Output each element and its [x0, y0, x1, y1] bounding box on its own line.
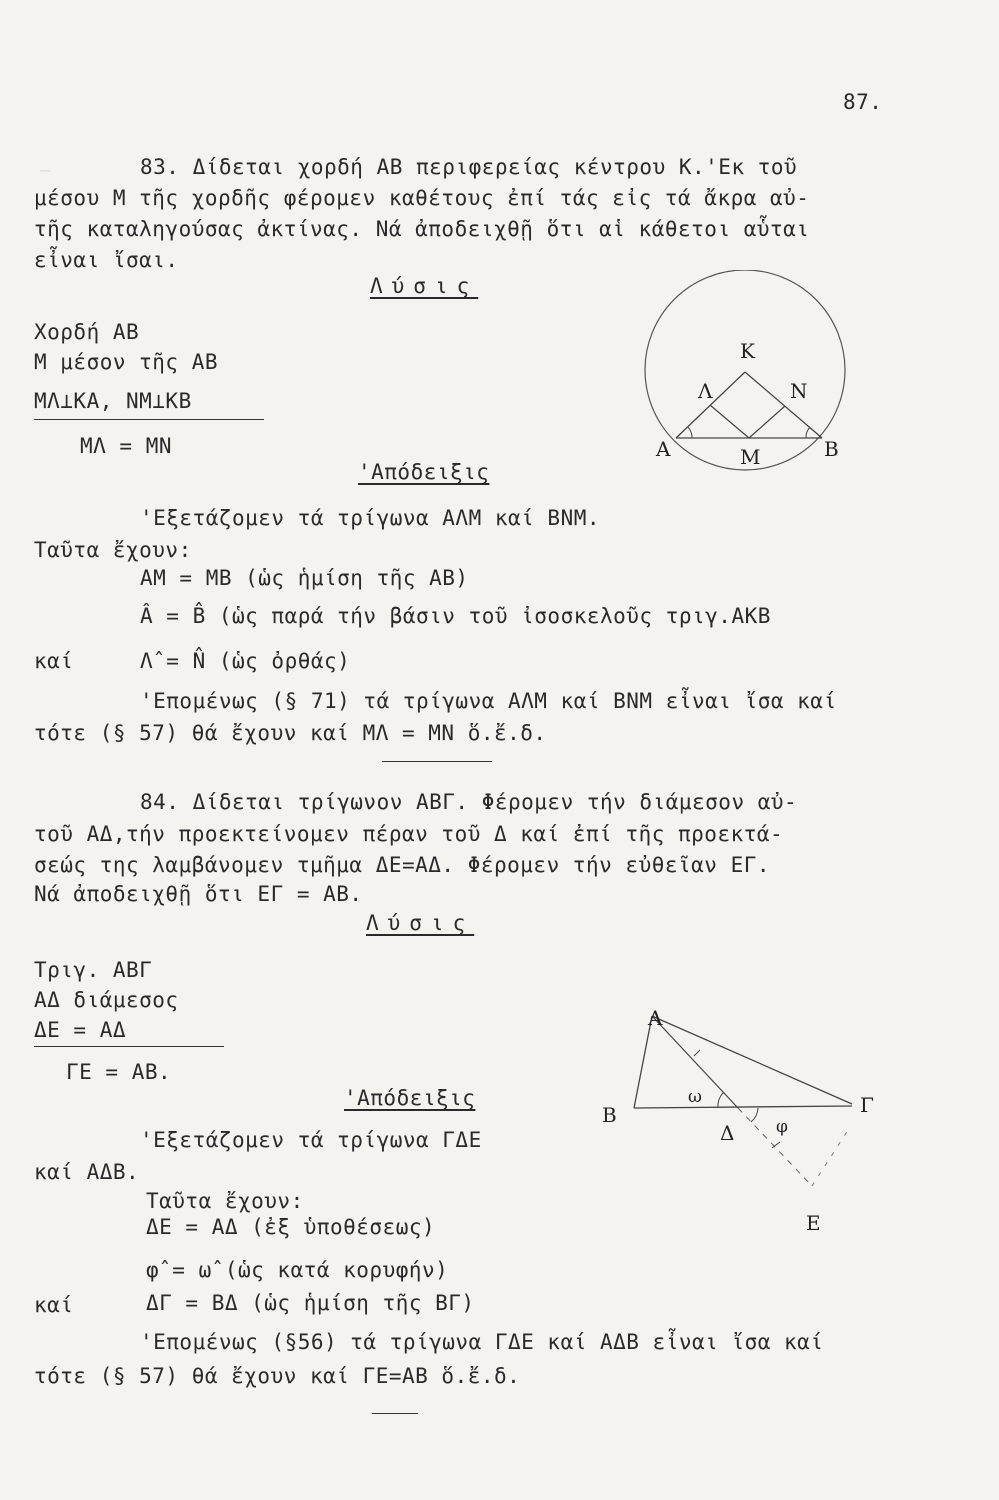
p84-statement-line-2: τοῦ ΑΔ,τήν προεκτείνομεν πέραν τοῦ Δ καί ἐπί τῆς προεκτά- — [34, 822, 784, 846]
label-n: N — [790, 379, 808, 403]
label-phi: φ — [776, 1117, 788, 1137]
p84-proof-line-4: ΔΕ = ΑΔ (ἐξ ὑποθέσεως) — [146, 1215, 436, 1239]
p83-to-prove: ΜΛ = ΜΝ — [80, 434, 173, 458]
p83-given-2: Μ μέσον τῆς ΑΒ — [34, 350, 219, 374]
bleed-through-text: — — [40, 160, 51, 181]
side-bg — [634, 1106, 852, 1108]
angle-mark-phi — [751, 1108, 758, 1122]
p83-givens-rule — [34, 419, 264, 420]
p83-proof-heading: 'Απόδειξις — [358, 460, 490, 484]
label-g: Γ — [860, 1093, 874, 1117]
p83-proof-line-2: Ταῦτα ἔχουν: — [34, 538, 192, 562]
p84-given-2: ΑΔ διάμεσος — [34, 988, 179, 1012]
label-k: K — [740, 339, 755, 363]
p84-statement-line-1: 84. Δίδεται τρίγωνον ΑΒΓ. Φέρομεν τήν διάμεσον αὐ- — [140, 790, 798, 814]
angle-mark-omega — [718, 1092, 724, 1108]
label-omega: ω — [688, 1087, 702, 1107]
p84-figure — [590, 1010, 910, 1250]
p83-statement-line-3: τῆς καταληγούσας ἀκτίνας. Νά ἀποδειχθῇ ὅτι αἱ κάθετοι αὗται — [34, 217, 810, 241]
p83-proof-line-1: 'Εξετάζομεν τά τρίγωνα ΑΛΜ καί ΒΝΜ. — [140, 506, 601, 530]
p83-statement-line-1: 83. Δίδεται χορδή ΑΒ περιφερείας κέντρου Κ.'Εκ τοῦ — [140, 155, 798, 179]
label-d: Δ — [720, 1121, 735, 1145]
circle — [645, 270, 845, 470]
p84-given-3: ΔΕ = ΑΔ — [34, 1018, 127, 1042]
perp-mn — [749, 406, 785, 438]
label-l: Λ — [698, 379, 713, 403]
p84-proof-line-6: καί — [34, 1293, 74, 1317]
p83-proof-line-8: τότε (§ 57) θά ἔχουν καί ΜΛ = ΜΝ ὅ.ἔ.δ. — [34, 721, 547, 745]
label-e: E — [806, 1211, 821, 1235]
perp-ml — [710, 405, 749, 438]
p84-proof-line-2: καί ΑΔΒ. — [34, 1160, 140, 1184]
segment-eg — [812, 1130, 848, 1186]
p84-proof-line-9: τότε (§ 57) θά ἔχουν καί ΓΕ=ΑΒ ὅ.ἔ.δ. — [34, 1364, 521, 1388]
p84-statement-line-3: σεώς της λαμβάνομεν τμῆμα ΔΕ=ΑΔ. Φέρομεν τήν εὐθεῖαν ΕΓ. — [34, 853, 771, 877]
angle-mark-b — [806, 427, 810, 438]
p83-given-1: Χορδή ΑΒ — [34, 320, 140, 344]
label-m: M — [740, 445, 761, 469]
label-a: A — [656, 437, 671, 461]
label-b: B — [602, 1103, 617, 1127]
p83-proof-line-3: ΑΜ = ΜΒ (ὡς ἡμίση τῆς ΑΒ) — [140, 566, 469, 590]
tick-ad — [694, 1050, 700, 1056]
p83-solution-heading: Λύσις — [370, 274, 479, 298]
p84-proof-line-7: ΔΓ = ΒΔ (ὡς ἡμίση τῆς ΒΓ) — [146, 1291, 475, 1315]
extension-de — [738, 1108, 812, 1186]
p84-end-rule — [372, 1413, 418, 1414]
p84-proof-line-3: Ταῦτα ἔχουν: — [146, 1189, 304, 1213]
p83-figure — [630, 270, 860, 480]
label-b: B — [824, 437, 839, 461]
p83-statement-line-2: μέσου Μ τῆς χορδῆς φέρομεν καθέτους ἐπί τάς εἰς τά ἄκρα αὐ- — [34, 186, 810, 210]
p84-proof-heading: 'Απόδειξις — [344, 1086, 476, 1110]
p84-proof-line-8: 'Επομένως (§56) τά τρίγωνα ΓΔΕ καί ΑΔΒ εἶναι ἴσα καί — [140, 1330, 824, 1354]
p83-proof-line-5: καί — [34, 649, 74, 673]
p83-proof-line-4: Â = B̂ (ὡς παρά τήν βάσιν τοῦ ἰσοσκελοῦς τριγ.ΑΚΒ — [140, 604, 771, 628]
p83-statement-line-4: εἶναι ἴσαι. — [34, 248, 179, 272]
p84-proof-line-5: φ̂ = ω̂ (ὡς κατά κορυφήν) — [146, 1258, 449, 1282]
p84-to-prove: ΓΕ = ΑΒ. — [66, 1060, 172, 1084]
p83-proof-line-7: 'Επομένως (§ 71) τά τρίγωνα ΑΛΜ καί ΒΝΜ εἶναι ἴσα καί — [140, 689, 837, 713]
p84-givens-rule — [34, 1046, 224, 1047]
p83-end-rule — [382, 761, 492, 762]
side-ag — [652, 1016, 852, 1104]
angle-mark-a — [688, 427, 692, 438]
p83-given-3: ΜΛ⊥ΚΑ, ΝΜ⊥ΚΒ — [34, 389, 192, 413]
p84-given-1: Τριγ. ΑΒΓ — [34, 958, 153, 982]
p83-proof-line-6: Λ̂ = N̂ (ὡς ὀρθάς) — [140, 649, 351, 673]
radius-kb — [745, 372, 822, 438]
p84-solution-heading: Λύσις — [366, 911, 475, 935]
p84-statement-line-4: Νά ἀποδειχθῇ ὅτι ΕΓ = ΑΒ. — [34, 882, 363, 906]
label-a: A — [648, 1010, 663, 1031]
p84-proof-line-1: 'Εξετάζομεν τά τρίγωνα ΓΔΕ — [140, 1128, 482, 1152]
page-number: 87. — [843, 90, 883, 114]
